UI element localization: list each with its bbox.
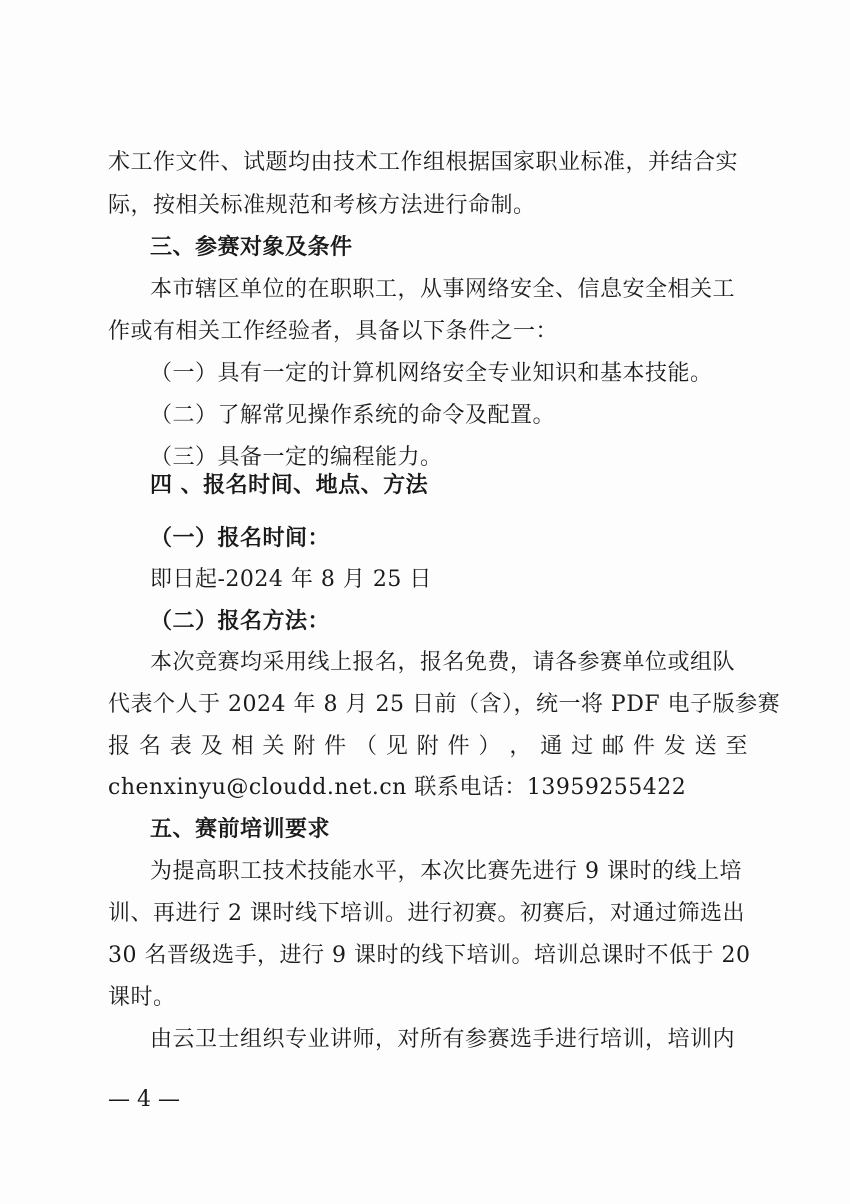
body-text-line: 代表个人于 2024 年 8 月 25 日前（含），统一将 PDF 电子版参赛 [108,692,781,717]
list-item: （二）了解常见操作系统的命令及配置。 [150,403,556,428]
body-text-line: 由云卫士组织专业讲师，对所有参赛选手进行培训，培训内 [150,1027,736,1052]
body-text-line: 本次竞赛均采用线上报名，报名免费，请各参赛单位或组队 [150,650,736,675]
body-text-line: 课时。 [108,985,176,1010]
section-heading-4: 四 、报名时间、地点、方法 [150,473,429,498]
body-text-line: 作或有相关工作经验者，具备以下条件之一： [108,319,559,344]
body-text-line: 训、再进行 2 课时线下培训。进行初赛。初赛后，对通过筛选出 [108,901,745,926]
body-text-line: 术工作文件、试题均由技术工作组根据国家职业标准，并结合实 [108,150,739,175]
list-item: （三）具备一定的编程能力。 [150,445,443,470]
body-text-line: 即日起-2024 年 8 月 25 日 [150,567,432,592]
subheading-registration-time: （一）报名时间： [150,525,331,551]
section-heading-3: 三、参赛对象及条件 [150,235,353,260]
contact-line: chenxinyu@cloudd.net.cn 联系电话：13959255422 [108,775,687,800]
body-text-line: 际，按相关标准规范和考核方法进行命制。 [108,193,536,218]
subheading-registration-method: （二）报名方法： [150,608,331,634]
body-text-line: 报 名 表 及 相 关 附 件 （ 见 附 件 ） ， 通 过 邮 件 发 送 至 [108,734,748,759]
section-heading-5: 五、赛前培训要求 [150,817,331,842]
page-number: — 4 — [108,1087,180,1112]
body-text-line: 本市辖区单位的在职职工，从事网络安全、信息安全相关工 [150,277,736,302]
body-text-line: 为提高职工技术技能水平，本次比赛先进行 9 课时的线上培 [150,859,742,884]
list-item: （一）具有一定的计算机网络安全专业知识和基本技能。 [150,361,713,386]
body-text-line: 30 名晋级选手，进行 9 课时的线下培训。培训总课时不低于 20 [108,943,751,968]
